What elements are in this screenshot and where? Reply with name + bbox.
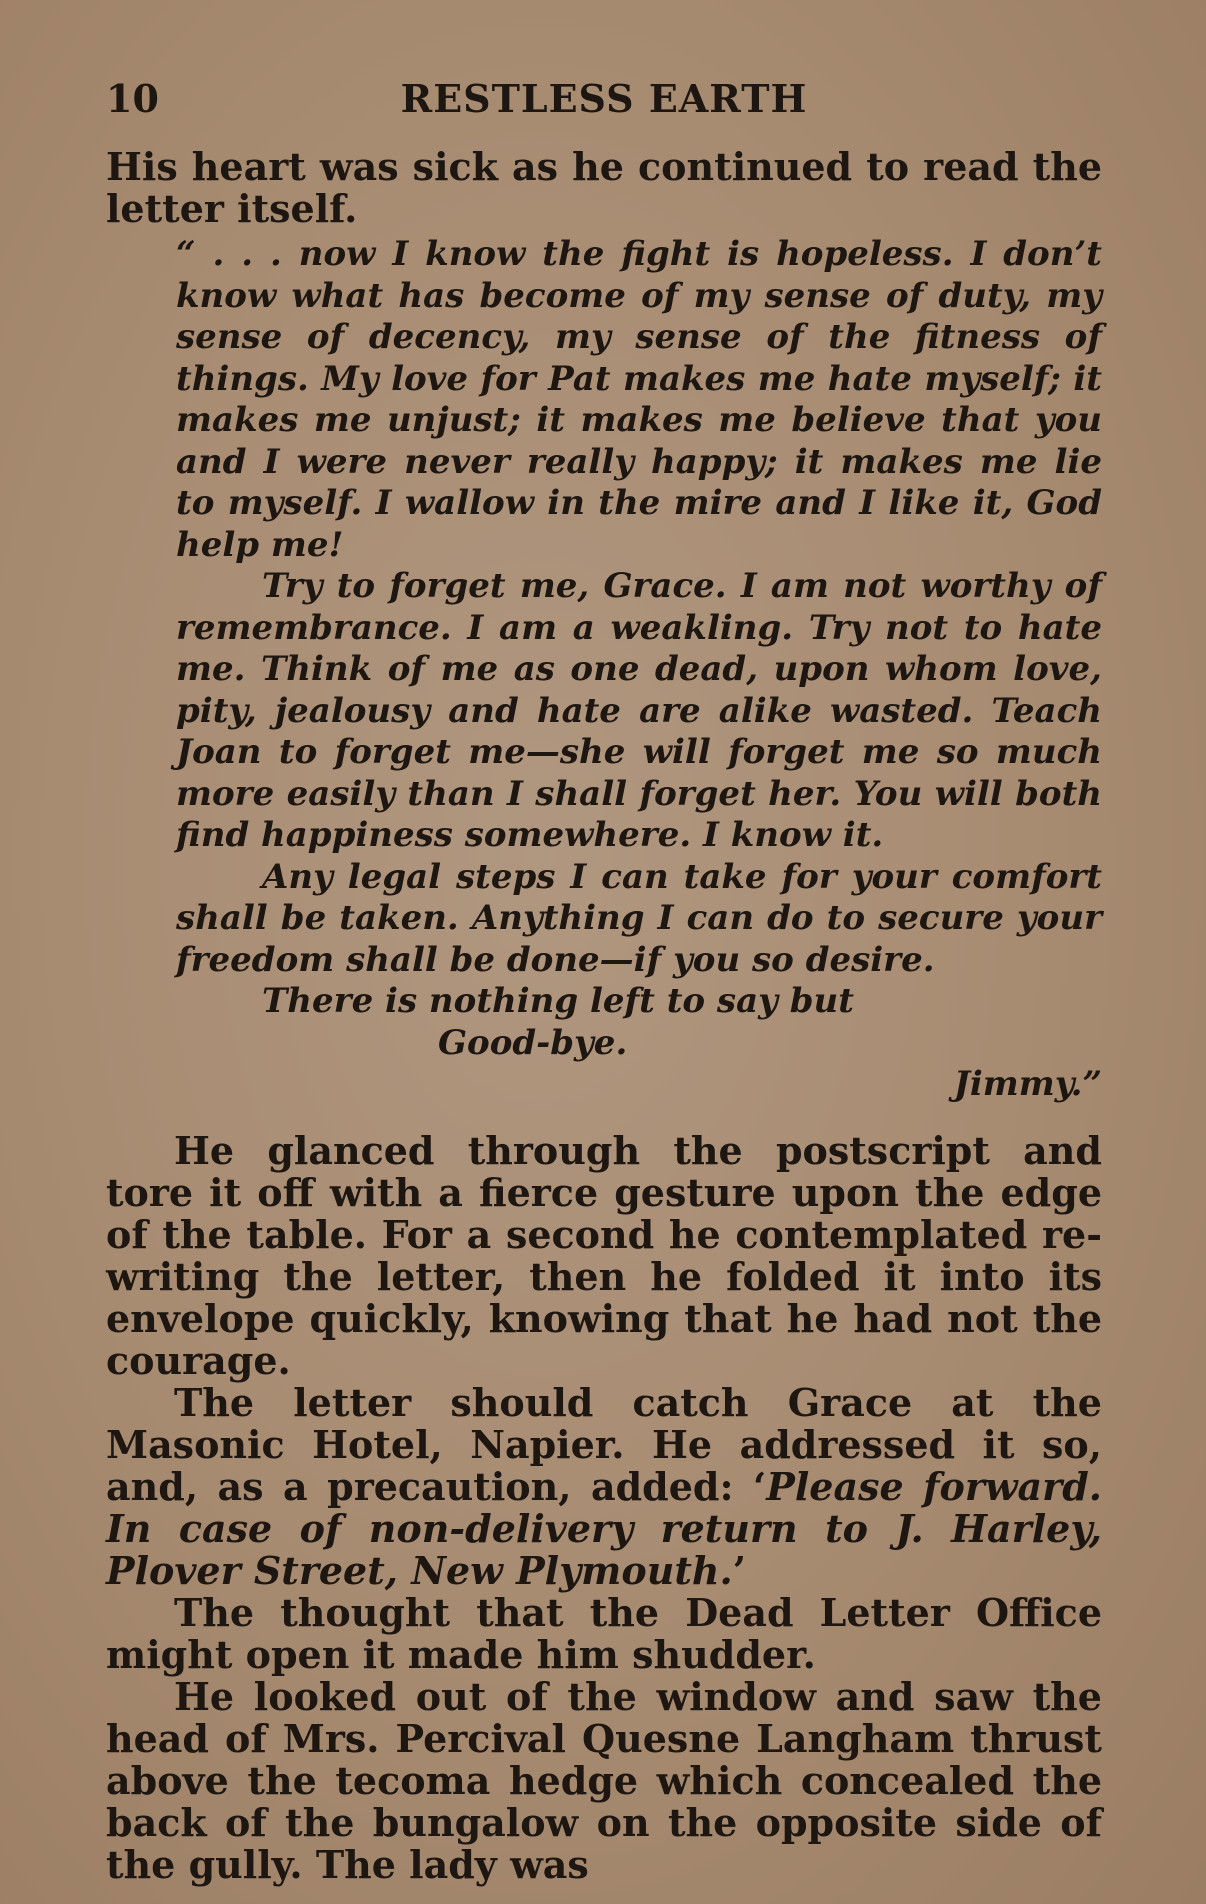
opening-paragraph: His heart was sick as he continued to read the letter itself.	[106, 144, 1102, 231]
page-number: 10	[106, 76, 159, 121]
opening-paragraph-block	[106, 146, 1102, 230]
narrative-paragraph-2-end: ’	[732, 1548, 747, 1593]
letter-paragraph-3: Any legal steps I can take for your comfort shall be taken. Anything I can do to secure your freedom shall be done—if you so desire.	[176, 856, 1102, 980]
forwarding-note: Please forward. In case of non-delivery return to J. Harley, Plover Street, New Plymouth.	[106, 1464, 1103, 1593]
narrative-paragraph-3: The thought that the Dead Letter Office might open it made him shudder.	[106, 1590, 1102, 1677]
narrative-paragraph-2-start: The letter should catch Grace at the Masonic Hotel, Napier. He addressed it so, and, as a precaution, added: ‘	[106, 1380, 1102, 1509]
running-title: RESTLESS EARTH	[400, 76, 808, 121]
letter-paragraph-1: “ . . . now I know the fight is hopeless. I don’t know what has become of my sense of duty, my sense of decency, my sense of the fitness of things. My love for Pat makes me hate myself; it makes me unjust; it makes me believe that you and I were never really happy; it makes me lie to myself. I wallow in the mire and I like it, God help me!	[176, 234, 1102, 565]
letter-paragraph-4: There is nothing left to say but	[262, 981, 854, 1021]
page-header	[106, 76, 1102, 130]
letter-closing: Good-bye.	[438, 1022, 628, 1063]
letter-signature: Jimmy.”	[953, 1064, 1102, 1104]
letter-paragraph-2: Try to forget me, Grace. I am not worthy of remembrance. I am a weakling. Try not to hate me. Think of me as one dead, upon whom love, pity, jealousy and hate are alike wasted. Teach Joan to forget me—she will forget me so much more easily than I shall forget her. You will both find happiness somewhere. I know it.	[176, 566, 1102, 855]
letter-block	[176, 234, 1102, 1106]
narrative-paragraph-1: He glanced through the postscript and tore it off with a fierce gesture upon the edge of the table. For a second he contemplated re-writing the letter, then he folded it into its envelope quickly, knowing that he had not the courage.	[106, 1128, 1102, 1383]
narrative-block	[106, 1130, 1102, 1886]
narrative-paragraph-4: He looked out of the window and saw the head of Mrs. Percival Quesne Langham thrust above the tecoma hedge which concealed the back of the bungalow on the opposite side of the gully. The lady was	[106, 1674, 1102, 1887]
narrative-paragraph-2	[106, 1382, 1102, 1592]
